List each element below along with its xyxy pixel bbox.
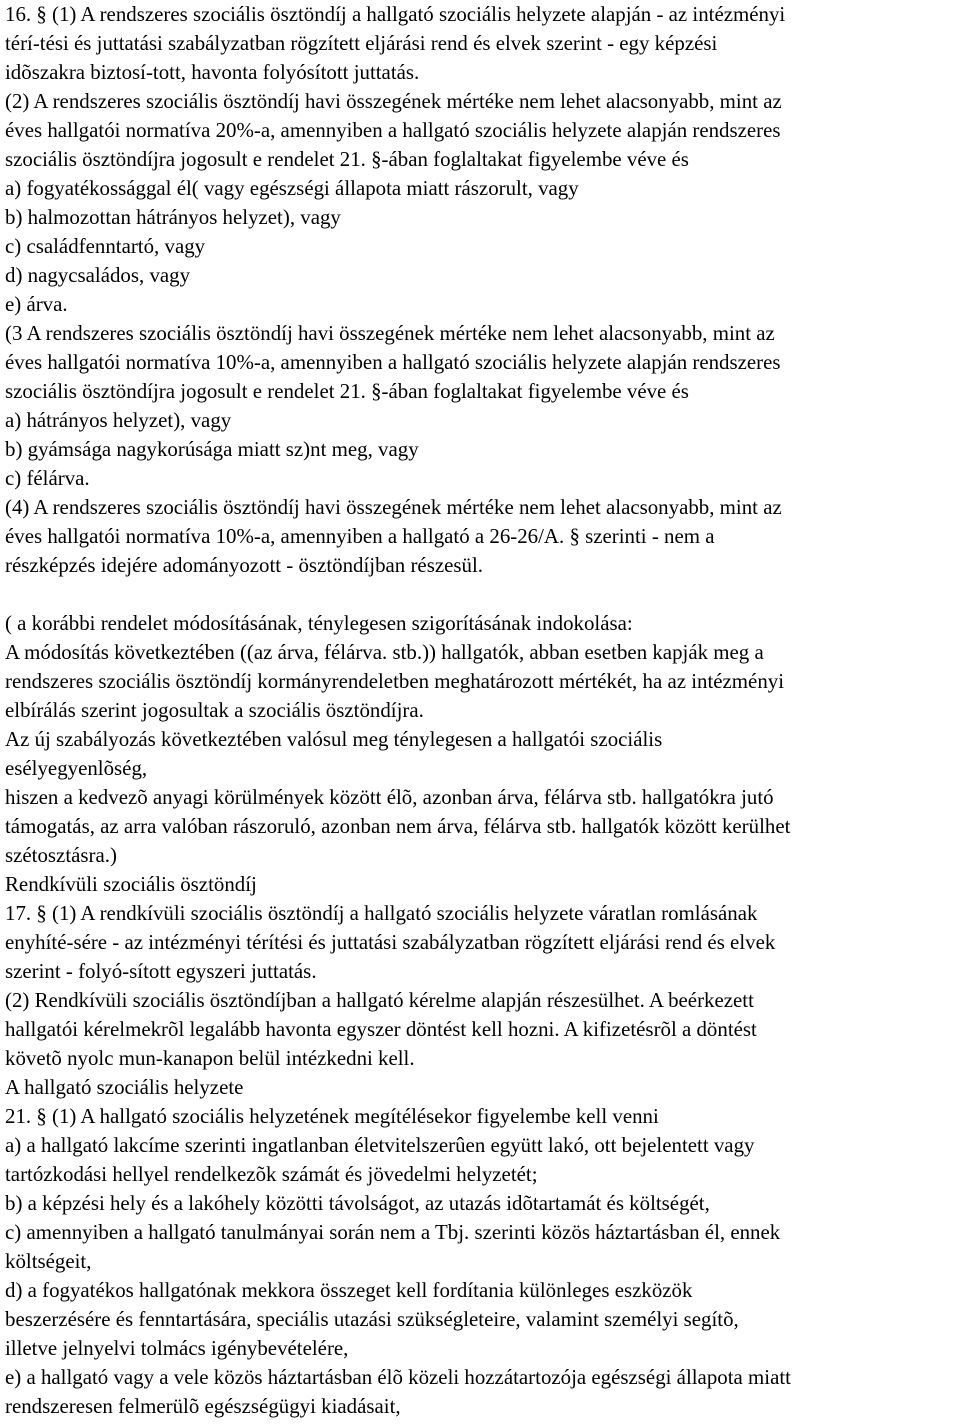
document-text-line: d) a fogyatékos hallgatónak mekkora összeget kell fordítania különleges eszközök [5, 1278, 693, 1302]
document-text-line: 21. § (1) A hallgató szociális helyzetének megítélésekor figyelembe kell venni [5, 1104, 659, 1128]
document-text-line: esélyegyenlõség, [5, 756, 148, 780]
document-text-line: hallgatói kérelmekrõl legalább havonta egyszer döntést kell hozni. A kifizetésrõl a döntést [5, 1017, 757, 1041]
document-text-line: rendszeres szociális ösztöndíj kormányrendeletben meghatározott mértékét, ha az intézményi [5, 669, 785, 693]
document-text-line: éves hallgatói normatíva 10%-a, amennyiben a hallgató a 26-26/A. § szerinti - nem a [5, 524, 715, 548]
document-text-line: A módosítás következtében ((az árva, félárva. stb.)) hallgatók, abban esetben kapják meg a [5, 640, 764, 664]
document-text-line: b) gyámsága nagykorúsága miatt sz)nt meg, vagy [5, 437, 419, 461]
document-text-line: e) a hallgató vagy a vele közös háztartásban élõ közeli hozzátartozója egészségi állapota miatt [5, 1365, 791, 1389]
document-text-line: támogatás, az arra valóban rászoruló, azonban nem árva, félárva stb. hallgatók között kerülhet [5, 814, 791, 838]
document-text-line: Az új szabályozás következtében valósul meg ténylegesen a hallgatói szociális [5, 727, 663, 751]
document-text-line [5, 580, 955, 609]
document-text-line: éves hallgatói normatíva 10%-a, amennyiben a hallgató szociális helyzete alapján rendszeres [5, 350, 781, 374]
document-text-line: szociális ösztöndíjra jogosult e rendelet 21. §-ában foglaltakat figyelembe véve és [5, 379, 689, 403]
document-text-line: szociális ösztöndíjra jogosult e rendelet 21. §-ában foglaltakat figyelembe véve és [5, 147, 689, 171]
document-text-line: szerint - folyó-sított egyszeri juttatás. [5, 959, 317, 983]
document-text-line: (4) A rendszeres szociális ösztöndíj havi összegének mértéke nem lehet alacsonyabb, mint az [5, 495, 782, 519]
document-text-line: c) félárva. [5, 466, 90, 490]
document-text-line: idõszakra biztosí-tott, havonta folyósított juttatás. [5, 60, 420, 84]
document-text-line: elbírálás szerint jogosultak a szociális ösztöndíjra. [5, 698, 424, 722]
document-text-line: éves hallgatói normatíva 20%-a, amennyiben a hallgató szociális helyzete alapján rendszeres [5, 118, 781, 142]
document-text-line: c) amennyiben a hallgató tanulmányai során nem a Tbj. szerinti közös háztartásban él, ennek [5, 1220, 781, 1244]
document-text-line: rendszeresen felmerülõ egészségügyi kiadásait, [5, 1394, 401, 1418]
document-text-line: (2) A rendszeres szociális ösztöndíj havi összegének mértéke nem lehet alacsonyabb, mint az [5, 89, 782, 113]
document-text-line: hiszen a kedvezõ anyagi körülmények között élõ, azonban árva, félárva stb. hallgatókra jutó [5, 785, 774, 809]
document-text-line: Rendkívüli szociális ösztöndíj [5, 872, 257, 896]
document-text-line: követõ nyolc mun-kanapon belül intézkedni kell. [5, 1046, 415, 1070]
document-text-line: a) a hallgató lakcíme szerinti ingatlanban életvitelszerûen együtt lakó, ott bejelentett vagy [5, 1133, 755, 1157]
document-text-line: b) a képzési hely és a lakóhely közötti távolságot, az utazás idõtartamát és költségét, [5, 1191, 710, 1215]
document-text-line: térí-tési és juttatási szabályzatban rögzített eljárási rend és elvek szerint - egy képzési [5, 31, 718, 55]
document-text-line: részképzés idejére adományozott - ösztöndíjban részesül. [5, 553, 483, 577]
document-text-line: tartózkodási hellyel rendelkezõk számát és jövedelmi helyzetét; [5, 1162, 538, 1186]
document-text-line: e) árva. [5, 292, 68, 316]
document-text-line: beszerzésére és fenntartására, speciális utazási szükségleteire, valamint személyi segítõ, [5, 1307, 739, 1331]
document-text-line: költségeit, [5, 1249, 92, 1273]
document-body [5, 0, 960, 1421]
document-text-line: a) fogyatékossággal él( vagy egészségi állapota miatt rászorult, vagy [5, 176, 579, 200]
document-text-line: (3 A rendszeres szociális ösztöndíj havi összegének mértéke nem lehet alacsonyabb, mint az [5, 321, 775, 345]
document-text-line: szétosztásra.) [5, 843, 117, 867]
document-text-line: (2) Rendkívüli szociális ösztöndíjban a hallgató kérelme alapján részesülhet. A beérkezett [5, 988, 754, 1012]
document-text-line: b) halmozottan hátrányos helyzet), vagy [5, 205, 341, 229]
document-text-line: 16. § (1) A rendszeres szociális ösztöndíj a hallgató szociális helyzete alapján - az intézményi [5, 2, 786, 26]
document-text-line: d) nagycsaládos, vagy [5, 263, 191, 287]
document-text-line: 17. § (1) A rendkívüli szociális ösztöndíj a hallgató szociális helyzete váratlan romlásának [5, 901, 758, 925]
document-text-line: c) családfenntartó, vagy [5, 234, 206, 258]
document-text-line: A hallgató szociális helyzete [5, 1075, 244, 1099]
document-text-line: ( a korábbi rendelet módosításának, ténylegesen szigorításának indokolása: [5, 611, 633, 635]
document-text-line: illetve jelnyelvi tolmács igénybevételére, [5, 1336, 349, 1360]
document-text-line: enyhíté-sére - az intézményi térítési és juttatási szabályzatban rögzített eljárási rend és elvek [5, 930, 776, 954]
document-text-line: a) hátrányos helyzet), vagy [5, 408, 232, 432]
